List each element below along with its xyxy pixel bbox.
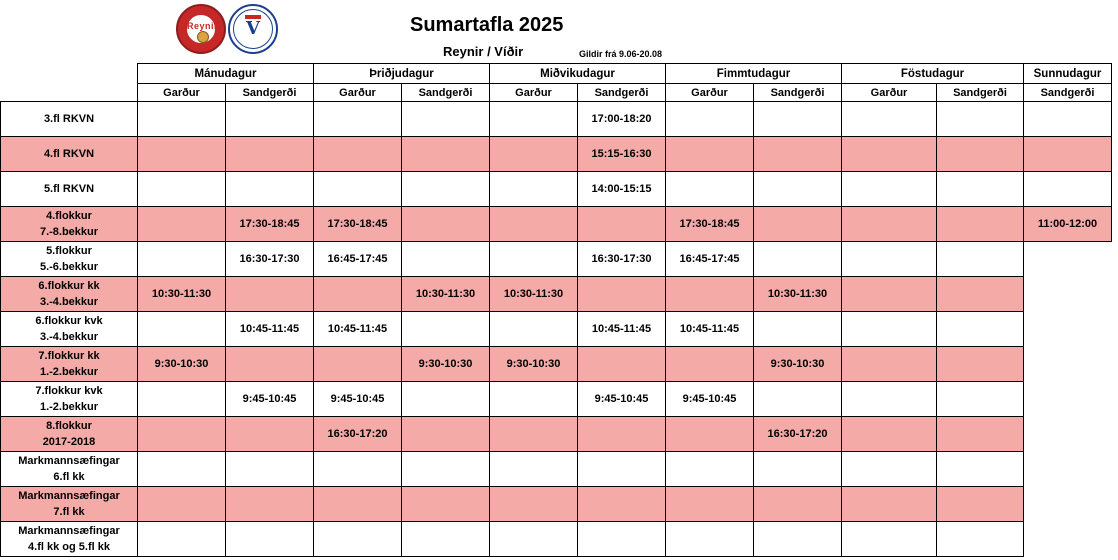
time-slot-cell xyxy=(226,277,314,312)
time-slot-cell xyxy=(937,207,1024,242)
group-label-line: 7.-8.bekkur xyxy=(39,226,99,238)
time-slot-cell xyxy=(842,522,937,557)
time-slot-cell xyxy=(490,242,578,277)
location-header: Sandgerði xyxy=(754,84,842,102)
time-slot-cell xyxy=(666,102,754,137)
time-slot-cell xyxy=(754,522,842,557)
time-slot-cell xyxy=(138,207,226,242)
empty-gap xyxy=(1024,417,1112,452)
time-slot-cell xyxy=(937,242,1024,277)
location-header: Garður xyxy=(138,84,226,102)
group-label-line: 2017-2018 xyxy=(42,436,96,448)
time-slot-cell xyxy=(138,452,226,487)
schedule-row xyxy=(1,137,1112,172)
group-label xyxy=(1,242,138,277)
empty-gap xyxy=(1024,382,1112,417)
group-label-line: 4.flokkur xyxy=(46,210,92,222)
time-slot-cell xyxy=(937,137,1024,172)
time-slot-cell xyxy=(754,137,842,172)
schedule-row xyxy=(1,382,1112,417)
time-slot-cell xyxy=(666,487,754,522)
group-label-line: 5.flokkur xyxy=(46,245,92,257)
time-slot-cell xyxy=(138,242,226,277)
day-header: Fimmtudagur xyxy=(666,64,842,84)
group-label-line: 1.-2.bekkur xyxy=(39,366,99,378)
time-slot-cell xyxy=(226,417,314,452)
time-slot-cell xyxy=(842,452,937,487)
time-slot-cell xyxy=(226,347,314,382)
time-slot-cell xyxy=(754,172,842,207)
time-slot-cell xyxy=(490,522,578,557)
time-slot-cell: 10:45-11:45 xyxy=(666,312,754,347)
time-slot-cell xyxy=(138,137,226,172)
time-slot-cell xyxy=(937,277,1024,312)
empty-gap xyxy=(1024,277,1112,312)
time-slot-cell xyxy=(666,172,754,207)
time-slot-cell xyxy=(402,382,490,417)
time-slot-cell xyxy=(226,522,314,557)
time-slot-cell xyxy=(226,137,314,172)
group-label xyxy=(1,172,138,207)
empty-gap xyxy=(1024,452,1112,487)
location-header: Garður xyxy=(842,84,937,102)
time-slot-cell xyxy=(754,312,842,347)
time-slot-cell xyxy=(842,137,937,172)
corner-blank xyxy=(1,84,138,102)
group-label xyxy=(1,347,138,382)
reynir-logo-text: Reynir xyxy=(187,21,219,31)
location-header: Sandgerði xyxy=(1024,84,1112,102)
time-slot-cell: 11:00-12:00 xyxy=(1024,207,1112,242)
time-slot-cell xyxy=(314,522,402,557)
time-slot-cell: 17:30-18:45 xyxy=(226,207,314,242)
time-slot-cell xyxy=(754,452,842,487)
time-slot-cell xyxy=(314,102,402,137)
time-slot-cell xyxy=(842,417,937,452)
day-header-row xyxy=(1,64,1112,84)
group-label xyxy=(1,487,138,522)
day-header: Föstudagur xyxy=(842,64,1024,84)
group-label xyxy=(1,207,138,242)
time-slot-cell xyxy=(1024,172,1112,207)
time-slot-cell: 9:30-10:30 xyxy=(402,347,490,382)
group-label-line: 5.-6.bekkur xyxy=(39,261,99,273)
time-slot-cell xyxy=(490,487,578,522)
location-header: Sandgerði xyxy=(226,84,314,102)
time-slot-cell xyxy=(490,452,578,487)
time-slot-cell xyxy=(1024,137,1112,172)
schedule-row xyxy=(1,277,1112,312)
schedule-row xyxy=(1,347,1112,382)
time-slot-cell xyxy=(937,382,1024,417)
time-slot-cell: 9:45-10:45 xyxy=(578,382,666,417)
time-slot-cell xyxy=(314,487,402,522)
group-label-line: 7.flokkur kvk xyxy=(35,385,103,397)
time-slot-cell: 10:45-11:45 xyxy=(226,312,314,347)
group-label-line: 7.fl kk xyxy=(53,506,85,518)
location-header: Garður xyxy=(666,84,754,102)
time-slot-cell xyxy=(314,137,402,172)
time-slot-cell: 9:45-10:45 xyxy=(226,382,314,417)
time-slot-cell xyxy=(490,417,578,452)
time-slot-cell xyxy=(578,277,666,312)
empty-gap xyxy=(1024,242,1112,277)
time-slot-cell xyxy=(754,207,842,242)
time-slot-cell xyxy=(138,417,226,452)
time-slot-cell xyxy=(666,347,754,382)
group-label xyxy=(1,137,138,172)
time-slot-cell xyxy=(937,172,1024,207)
reynir-crest xyxy=(185,13,217,45)
time-slot-cell xyxy=(666,277,754,312)
group-label-line: 3.fl RKVN xyxy=(43,113,95,125)
schedule-row xyxy=(1,417,1112,452)
time-slot-cell xyxy=(402,452,490,487)
corner-blank xyxy=(1,64,138,84)
time-slot-cell xyxy=(226,452,314,487)
time-slot-cell xyxy=(578,417,666,452)
group-label-line: 4.fl kk og 5.fl kk xyxy=(28,541,110,553)
time-slot-cell xyxy=(754,102,842,137)
time-slot-cell xyxy=(937,417,1024,452)
time-slot-cell xyxy=(842,312,937,347)
time-slot-cell: 9:45-10:45 xyxy=(666,382,754,417)
time-slot-cell: 17:30-18:45 xyxy=(666,207,754,242)
time-slot-cell xyxy=(402,137,490,172)
time-slot-cell xyxy=(402,172,490,207)
time-slot-cell: 10:45-11:45 xyxy=(578,312,666,347)
reynir-logo xyxy=(176,4,226,54)
schedule-row xyxy=(1,487,1112,522)
group-label xyxy=(1,277,138,312)
schedule-row xyxy=(1,172,1112,207)
time-slot-cell xyxy=(666,417,754,452)
time-slot-cell xyxy=(578,487,666,522)
time-slot-cell: 15:15-16:30 xyxy=(578,137,666,172)
time-slot-cell xyxy=(578,347,666,382)
time-slot-cell xyxy=(666,452,754,487)
vidir-logo-letter: V xyxy=(246,18,260,39)
time-slot-cell: 9:30-10:30 xyxy=(138,347,226,382)
time-slot-cell xyxy=(402,312,490,347)
football-icon xyxy=(197,31,209,43)
time-slot-cell xyxy=(937,487,1024,522)
time-slot-cell xyxy=(842,382,937,417)
schedule-row xyxy=(1,522,1112,557)
empty-gap xyxy=(1024,522,1112,557)
time-slot-cell xyxy=(490,382,578,417)
time-slot-cell: 16:45-17:45 xyxy=(666,242,754,277)
time-slot-cell: 10:30-11:30 xyxy=(138,277,226,312)
schedule-table xyxy=(0,63,1112,557)
group-label xyxy=(1,102,138,137)
time-slot-cell xyxy=(490,137,578,172)
time-slot-cell xyxy=(842,207,937,242)
time-slot-cell xyxy=(937,452,1024,487)
time-slot-cell xyxy=(1024,102,1112,137)
schedule-row xyxy=(1,312,1112,347)
time-slot-cell: 9:30-10:30 xyxy=(754,347,842,382)
page-title: Sumartafla 2025 xyxy=(410,14,564,36)
time-slot-cell xyxy=(937,522,1024,557)
time-slot-cell xyxy=(842,347,937,382)
time-slot-cell xyxy=(138,312,226,347)
empty-gap xyxy=(1024,312,1112,347)
time-slot-cell: 16:45-17:45 xyxy=(314,242,402,277)
time-slot-cell: 10:30-11:30 xyxy=(490,277,578,312)
time-slot-cell xyxy=(402,207,490,242)
group-label-line: 7.flokkur kk xyxy=(38,350,100,362)
group-label-line: Markmannsæfingar xyxy=(18,455,120,467)
time-slot-cell xyxy=(402,522,490,557)
day-header: Mánudagur xyxy=(138,64,314,84)
time-slot-cell: 10:30-11:30 xyxy=(402,277,490,312)
location-header: Sandgerði xyxy=(578,84,666,102)
time-slot-cell xyxy=(314,347,402,382)
time-slot-cell: 16:30-17:20 xyxy=(314,417,402,452)
location-header: Sandgerði xyxy=(937,84,1024,102)
schedule-row xyxy=(1,102,1112,137)
time-slot-cell: 16:30-17:20 xyxy=(754,417,842,452)
schedule-row xyxy=(1,242,1112,277)
time-slot-cell xyxy=(138,102,226,137)
group-label-line: 8.flokkur xyxy=(46,420,92,432)
group-label-line: 6.fl kk xyxy=(53,471,85,483)
group-label xyxy=(1,417,138,452)
time-slot-cell xyxy=(842,102,937,137)
time-slot-cell xyxy=(578,452,666,487)
schedule-row xyxy=(1,452,1112,487)
group-label-line: 1.-2.bekkur xyxy=(39,401,99,413)
day-header: Sunnudagur xyxy=(1024,64,1112,84)
day-header: Þriðjudagur xyxy=(314,64,490,84)
time-slot-cell xyxy=(138,522,226,557)
time-slot-cell xyxy=(490,207,578,242)
group-label xyxy=(1,452,138,487)
time-slot-cell xyxy=(666,137,754,172)
group-label-line: 5.fl RKVN xyxy=(43,183,95,195)
time-slot-cell: 14:00-15:15 xyxy=(578,172,666,207)
vidir-logo xyxy=(228,4,278,54)
time-slot-cell: 17:30-18:45 xyxy=(314,207,402,242)
time-slot-cell: 16:30-17:30 xyxy=(226,242,314,277)
time-slot-cell xyxy=(578,207,666,242)
time-slot-cell xyxy=(226,102,314,137)
time-slot-cell xyxy=(490,312,578,347)
group-label-line: Markmannsæfingar xyxy=(18,490,120,502)
schedule-row xyxy=(1,207,1112,242)
time-slot-cell xyxy=(226,172,314,207)
time-slot-cell xyxy=(937,347,1024,382)
time-slot-cell: 16:30-17:30 xyxy=(578,242,666,277)
validity-note: Gildir frá 9.06-20.08 xyxy=(579,49,663,59)
time-slot-cell xyxy=(138,382,226,417)
group-label xyxy=(1,382,138,417)
empty-gap xyxy=(1024,487,1112,522)
time-slot-cell xyxy=(578,522,666,557)
time-slot-cell xyxy=(314,452,402,487)
group-label xyxy=(1,312,138,347)
location-header: Sandgerði xyxy=(402,84,490,102)
time-slot-cell xyxy=(402,102,490,137)
time-slot-cell: 9:30-10:30 xyxy=(490,347,578,382)
group-label-line: 4.fl RKVN xyxy=(43,148,95,160)
time-slot-cell xyxy=(842,242,937,277)
group-label-line: Markmannsæfingar xyxy=(18,525,120,537)
group-label xyxy=(1,522,138,557)
time-slot-cell xyxy=(754,242,842,277)
group-label-line: 6.flokkur kk xyxy=(38,280,100,292)
day-header: Miðvikudagur xyxy=(490,64,666,84)
time-slot-cell xyxy=(842,487,937,522)
time-slot-cell xyxy=(842,277,937,312)
time-slot-cell: 10:45-11:45 xyxy=(314,312,402,347)
time-slot-cell xyxy=(937,312,1024,347)
location-header: Garður xyxy=(490,84,578,102)
time-slot-cell xyxy=(314,277,402,312)
location-header: Garður xyxy=(314,84,402,102)
time-slot-cell xyxy=(138,172,226,207)
time-slot-cell: 10:30-11:30 xyxy=(754,277,842,312)
group-label-line: 3.-4.bekkur xyxy=(39,331,99,343)
time-slot-cell: 17:00-18:20 xyxy=(578,102,666,137)
time-slot-cell: 9:45-10:45 xyxy=(314,382,402,417)
time-slot-cell xyxy=(402,487,490,522)
time-slot-cell xyxy=(314,172,402,207)
time-slot-cell xyxy=(402,417,490,452)
group-label-line: 3.-4.bekkur xyxy=(39,296,99,308)
time-slot-cell xyxy=(226,487,314,522)
empty-gap xyxy=(1024,347,1112,382)
time-slot-cell xyxy=(842,172,937,207)
page-subtitle: Reynir / Víðir xyxy=(443,44,524,59)
group-label-line: 6.flokkur kvk xyxy=(35,315,103,327)
time-slot-cell xyxy=(937,102,1024,137)
time-slot-cell xyxy=(402,242,490,277)
time-slot-cell xyxy=(490,102,578,137)
location-header-row xyxy=(1,84,1112,102)
time-slot-cell xyxy=(666,522,754,557)
time-slot-cell xyxy=(754,487,842,522)
time-slot-cell xyxy=(138,487,226,522)
time-slot-cell xyxy=(754,382,842,417)
time-slot-cell xyxy=(490,172,578,207)
